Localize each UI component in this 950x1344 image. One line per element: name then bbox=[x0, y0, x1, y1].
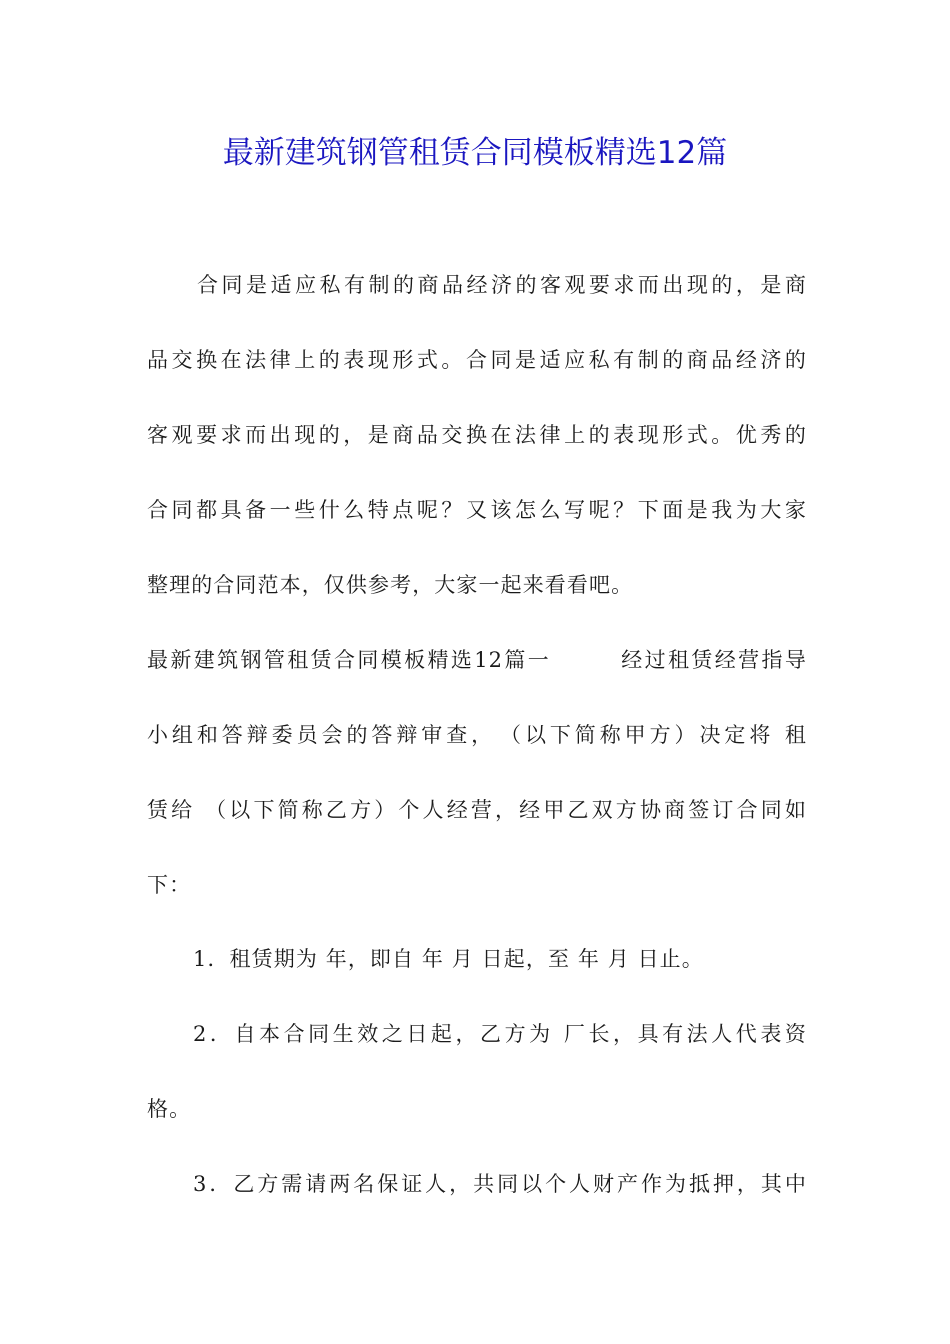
paragraph-line: 客观要求而出现的，是商品交换在法律上的表现形式。优秀的 bbox=[147, 423, 807, 447]
clause-line: 2．自本合同生效之日起，乙方为 厂长，具有法人代表资 bbox=[193, 1022, 807, 1046]
paragraph-line: 下： bbox=[147, 873, 192, 897]
clause-line: 格。 bbox=[147, 1097, 192, 1121]
paragraph-line: 赁给 （以下简称乙方）个人经营，经甲乙双方协商签订合同如 bbox=[147, 798, 807, 822]
clause-line: 3．乙方需请两名保证人，共同以个人财产作为抵押，其中 bbox=[193, 1172, 807, 1196]
paragraph-line: 小组和答辩委员会的答辩审查， （以下简称甲方）决定将 租 bbox=[147, 723, 807, 747]
paragraph-line: 合同是适应私有制的商品经济的客观要求而出现的，是商 bbox=[197, 273, 807, 297]
clause-line: 1．租赁期为 年，即自 年 月 日起，至 年 月 日止。 bbox=[193, 947, 704, 971]
paragraph-line: 合同都具备一些什么特点呢？又该怎么写呢？下面是我为大家 bbox=[147, 498, 807, 522]
section-heading-line: 最新建筑钢管租赁合同模板精选12篇一 经过租赁经营指导 bbox=[147, 648, 807, 672]
document-title: 最新建筑钢管租赁合同模板精选12篇 bbox=[222, 135, 728, 171]
paragraph-line: 整理的合同范本，仅供参考，大家一起来看看吧。 bbox=[147, 573, 634, 597]
paragraph-line: 品交换在法律上的表现形式。合同是适应私有制的商品经济的 bbox=[147, 348, 807, 372]
